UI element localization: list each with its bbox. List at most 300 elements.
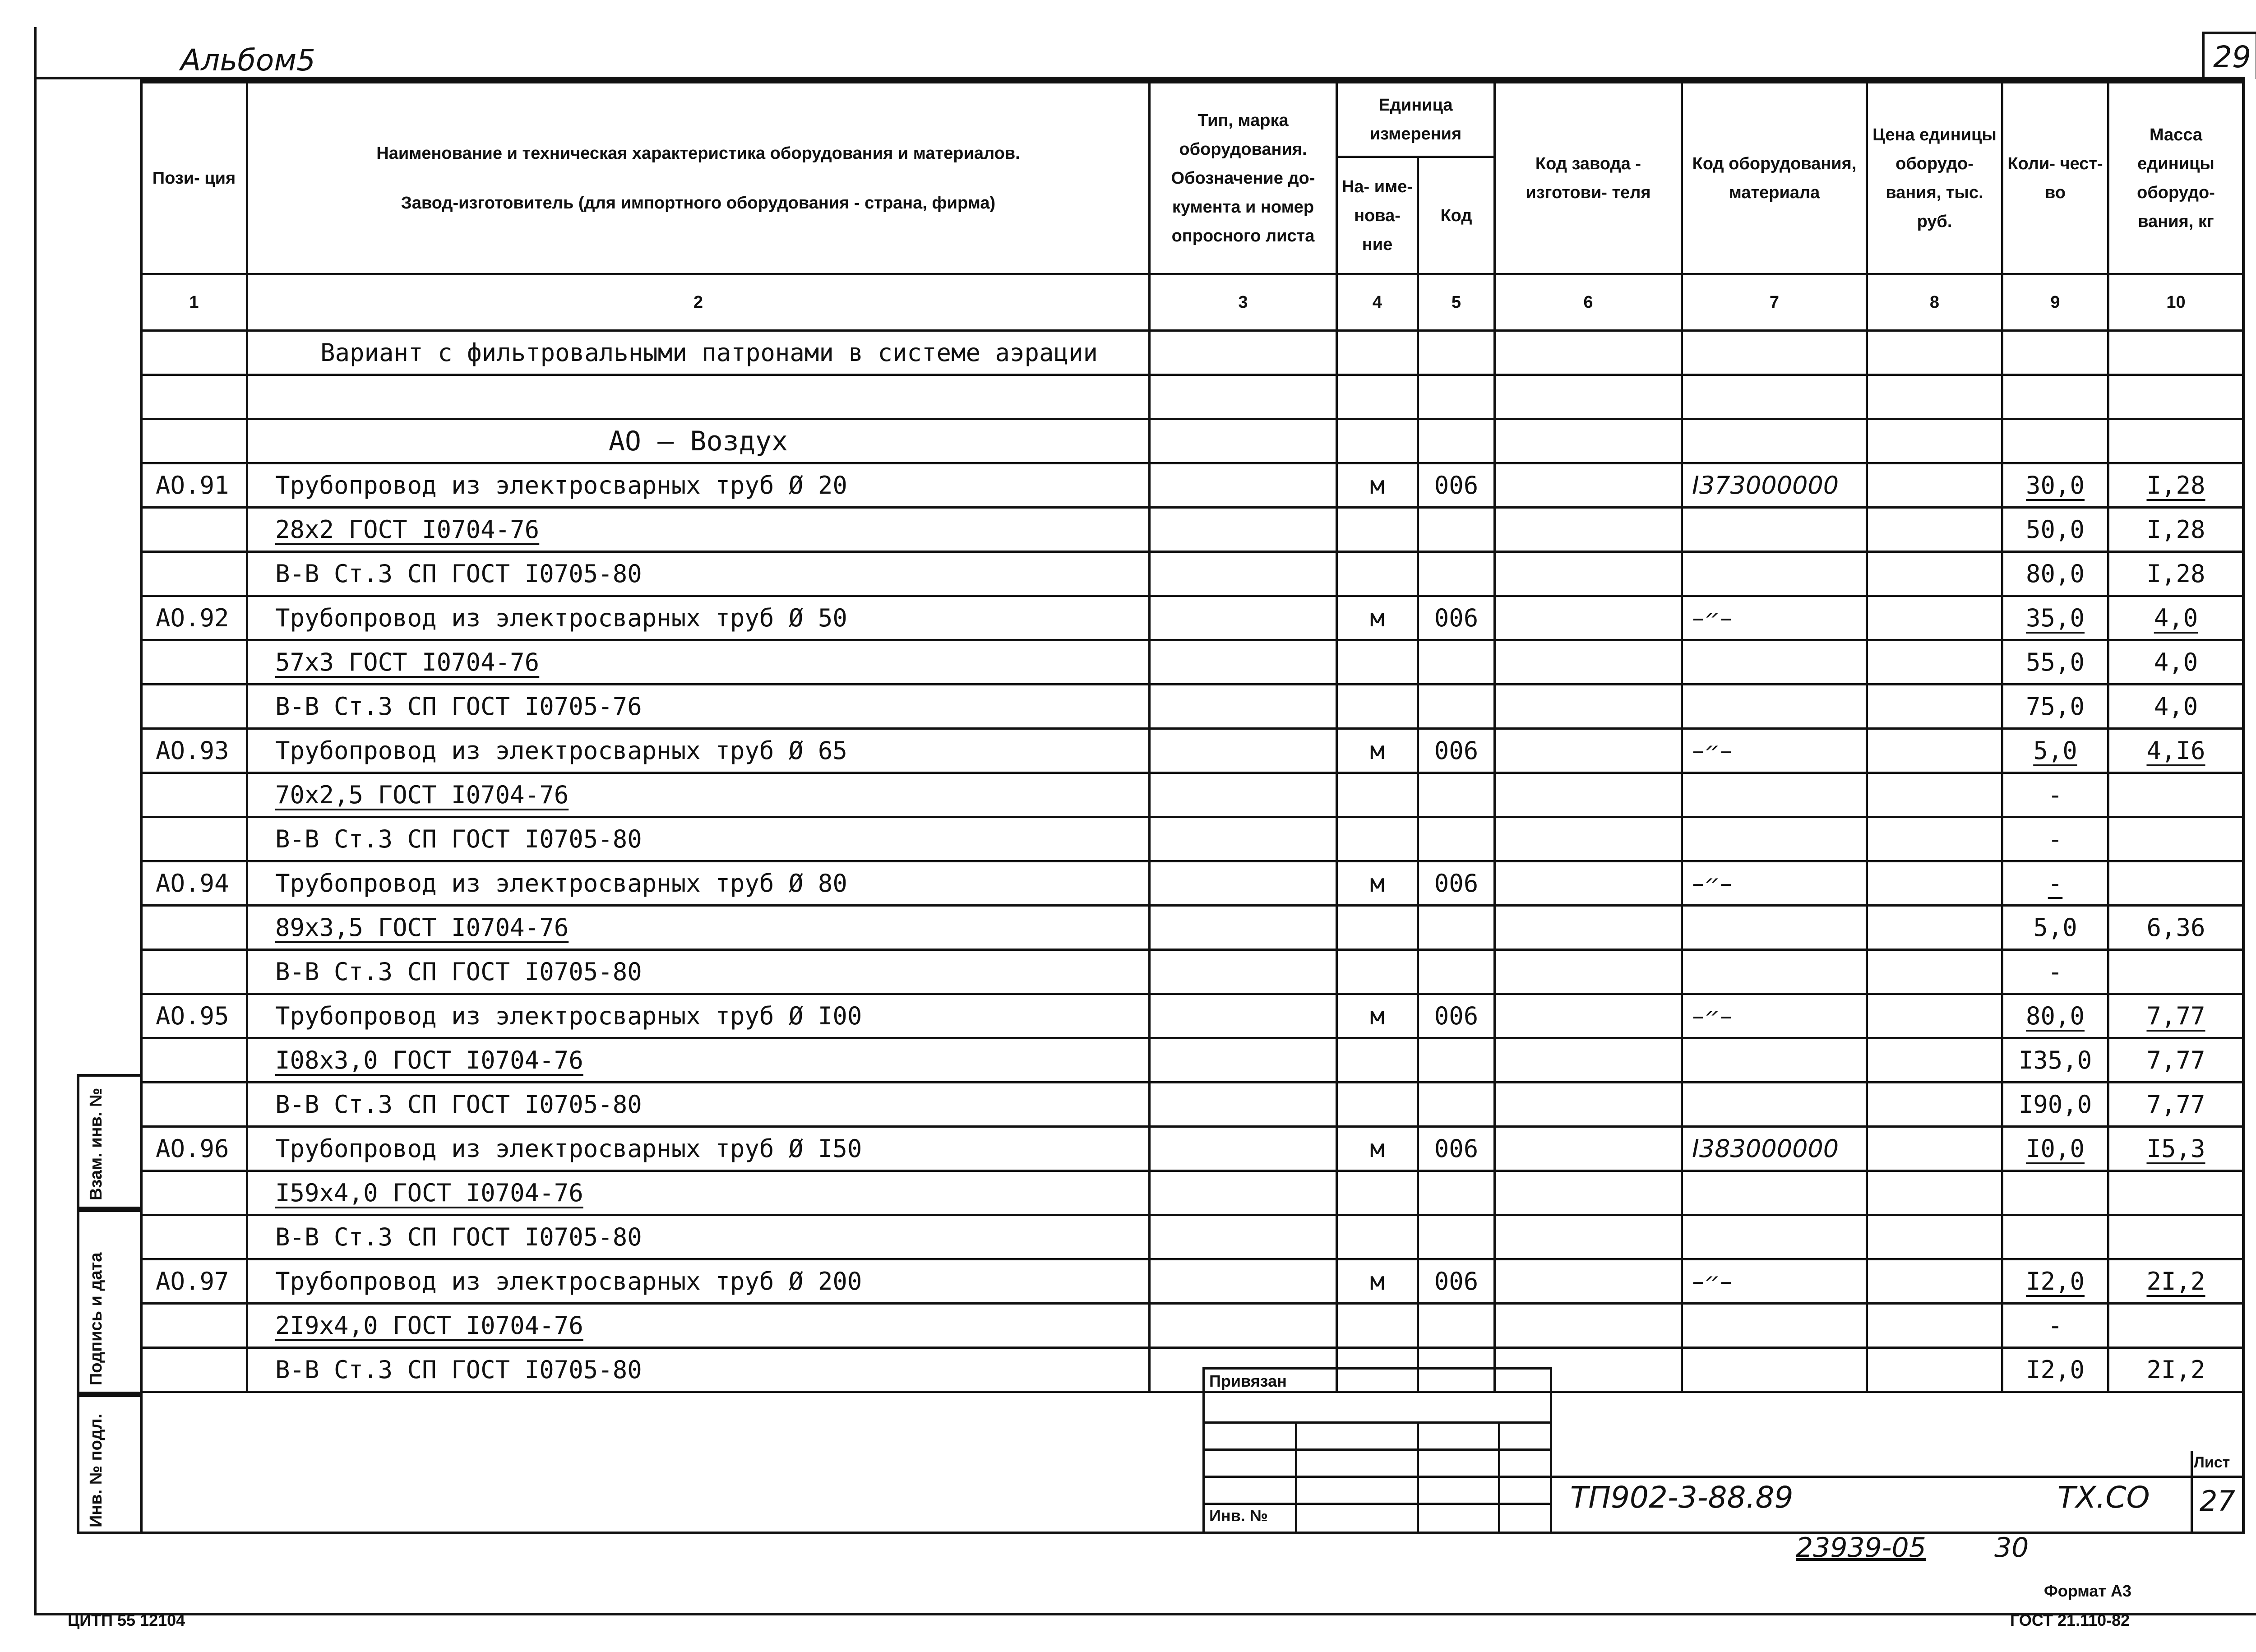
cell-col-10	[2108, 817, 2244, 861]
cell-col-9: I90,0	[2002, 1083, 2108, 1127]
cell-col-9	[2002, 375, 2108, 419]
cell-col-10: 2I,2	[2108, 1259, 2244, 1304]
cell-col-1	[141, 508, 247, 552]
cell-col-9: 5,0	[2002, 729, 2108, 773]
cell-col-2: В-В Ст.3 СП ГОСТ I0705-80	[247, 817, 1150, 861]
cell-col-10	[2108, 950, 2244, 994]
cell-col-7: I373000000	[1682, 463, 1867, 508]
cell-col-4: м	[1337, 596, 1418, 640]
cell-col-3	[1150, 1171, 1337, 1215]
stamp-list-no: 27	[2200, 1485, 2235, 1518]
cell-col-4: м	[1337, 463, 1418, 508]
cell-col-3	[1150, 331, 1337, 375]
cell-col-6	[1495, 729, 1682, 773]
table-row	[141, 640, 2244, 685]
cell-col-9: 30,0	[2002, 463, 2108, 508]
table-row	[141, 1038, 2244, 1083]
cell-col-10	[2108, 1304, 2244, 1348]
header-quantity: Коли- чест- во	[2002, 83, 2108, 274]
top-rule	[34, 77, 2245, 79]
table-row	[141, 861, 2244, 906]
cell-col-9	[2002, 331, 2108, 375]
cell-col-3	[1150, 419, 1337, 463]
cell-col-3	[1150, 552, 1337, 596]
cell-col-10	[2108, 375, 2244, 419]
subsection-row	[141, 419, 2244, 463]
cell-col-9: 50,0	[2002, 508, 2108, 552]
cell-col-4	[1337, 1171, 1418, 1215]
cell-col-10: 7,77	[2108, 1038, 2244, 1083]
cell-col-2: 28х2 ГОСТ I0704-76	[247, 508, 1150, 552]
table-row	[141, 508, 2244, 552]
cell-col-10	[2108, 419, 2244, 463]
cell-col-6	[1495, 1083, 1682, 1127]
cell-col-7: –״–	[1682, 994, 1867, 1038]
cell-col-3	[1150, 1127, 1337, 1171]
stamp-inv-no: Инв. №	[1209, 1506, 1268, 1525]
cell-col-9: I35,0	[2002, 1038, 2108, 1083]
side-vzam: Взам. инв. №	[87, 1087, 106, 1200]
cell-col-7	[1682, 1083, 1867, 1127]
header-equipment-code: Код оборудования, материала	[1682, 83, 1867, 274]
cell-col-9: 75,0	[2002, 685, 2108, 729]
cell-col-5	[1418, 1171, 1495, 1215]
cell-col-3	[1150, 1215, 1337, 1259]
cell-col-5	[1418, 331, 1495, 375]
cell-col-6	[1495, 1304, 1682, 1348]
cell-col-4	[1337, 508, 1418, 552]
cell-col-5	[1418, 1038, 1495, 1083]
cell-col-1	[141, 685, 247, 729]
cell-col-10: 4,0	[2108, 685, 2244, 729]
cell-col-1: АО.93	[141, 729, 247, 773]
cell-col-2: I08х3,0 ГОСТ I0704-76	[247, 1038, 1150, 1083]
column-number: 3	[1150, 274, 1337, 331]
cell-col-7: I383000000	[1682, 1127, 1867, 1171]
cell-col-5	[1418, 508, 1495, 552]
cell-col-2: Трубопровод из электросварных труб Ø I50	[247, 1127, 1150, 1171]
cell-col-10: I,28	[2108, 463, 2244, 508]
cell-col-7: –״–	[1682, 1259, 1867, 1304]
cell-col-8	[1867, 1127, 2002, 1171]
cell-col-7	[1682, 773, 1867, 817]
column-number: 10	[2108, 274, 2244, 331]
cell-col-1	[141, 906, 247, 950]
cell-col-3	[1150, 685, 1337, 729]
cell-col-8	[1867, 994, 2002, 1038]
bottom-gost: ГОСТ 21.110-82	[2010, 1611, 2130, 1629]
stamp-mark: ТХ.СО	[2057, 1480, 2150, 1515]
cell-col-2: АО – Воздух	[247, 419, 1150, 463]
cell-col-5	[1418, 1215, 1495, 1259]
cell-col-7	[1682, 817, 1867, 861]
cell-col-7: –״–	[1682, 596, 1867, 640]
album-label: Альбом5	[180, 43, 316, 78]
cell-col-5: 006	[1418, 994, 1495, 1038]
table-row	[141, 685, 2244, 729]
cell-col-10: 6,36	[2108, 906, 2244, 950]
cell-col-8	[1867, 950, 2002, 994]
cell-col-6	[1495, 552, 1682, 596]
cell-col-9: 5,0	[2002, 906, 2108, 950]
cell-col-1	[141, 1215, 247, 1259]
cell-col-7	[1682, 685, 1867, 729]
table-row	[141, 463, 2244, 508]
cell-col-2: В-В Ст.3 СП ГОСТ I0705-76	[247, 685, 1150, 729]
cell-col-3	[1150, 1038, 1337, 1083]
cell-col-8	[1867, 817, 2002, 861]
cell-col-5	[1418, 552, 1495, 596]
cell-col-3	[1150, 375, 1337, 419]
cell-col-9: 80,0	[2002, 552, 2108, 596]
cell-col-2: В-В Ст.3 СП ГОСТ I0705-80	[247, 552, 1150, 596]
cell-col-1	[141, 375, 247, 419]
cell-col-5	[1418, 773, 1495, 817]
cell-col-1	[141, 1171, 247, 1215]
cell-col-8	[1867, 596, 2002, 640]
table-row	[141, 729, 2244, 773]
cell-col-4	[1337, 906, 1418, 950]
cell-col-10: 4,I6	[2108, 729, 2244, 773]
table-row	[141, 1304, 2244, 1348]
cell-col-5	[1418, 906, 1495, 950]
cell-col-7	[1682, 1215, 1867, 1259]
cell-col-8	[1867, 508, 2002, 552]
cell-col-4: м	[1337, 861, 1418, 906]
cell-col-1: АО.97	[141, 1259, 247, 1304]
cell-col-9: I2,0	[2002, 1259, 2108, 1304]
cell-col-8	[1867, 640, 2002, 685]
cell-col-5: 006	[1418, 729, 1495, 773]
cell-col-7	[1682, 508, 1867, 552]
cell-col-6	[1495, 1127, 1682, 1171]
cell-col-10	[2108, 1215, 2244, 1259]
cell-col-6	[1495, 640, 1682, 685]
cell-col-1	[141, 640, 247, 685]
cell-col-6	[1495, 463, 1682, 508]
cell-col-4	[1337, 552, 1418, 596]
cell-col-9: -	[2002, 817, 2108, 861]
cell-col-8	[1867, 1215, 2002, 1259]
cell-col-1: АО.91	[141, 463, 247, 508]
cell-col-3	[1150, 729, 1337, 773]
stamp-vline-1	[1295, 1421, 1297, 1534]
cell-col-10	[2108, 773, 2244, 817]
cell-col-2: Трубопровод из электросварных труб Ø 65	[247, 729, 1150, 773]
cell-col-7: –״–	[1682, 861, 1867, 906]
cell-col-8	[1867, 419, 2002, 463]
cell-col-9: 55,0	[2002, 640, 2108, 685]
cell-col-1	[141, 773, 247, 817]
cell-col-8	[1867, 729, 2002, 773]
cell-col-2	[247, 375, 1150, 419]
cell-col-1	[141, 950, 247, 994]
cell-col-4	[1337, 1038, 1418, 1083]
cell-col-2: Трубопровод из электросварных труб Ø 50	[247, 596, 1150, 640]
cell-col-6	[1495, 331, 1682, 375]
cell-col-2: Трубопровод из электросварных труб Ø I00	[247, 994, 1150, 1038]
cell-col-2: 57х3 ГОСТ I0704-76	[247, 640, 1150, 685]
cell-col-8	[1867, 1171, 2002, 1215]
cell-col-4	[1337, 375, 1418, 419]
cell-col-2: В-В Ст.3 СП ГОСТ I0705-80	[247, 1083, 1150, 1127]
cell-col-4: м	[1337, 1127, 1418, 1171]
table-row	[141, 1127, 2244, 1171]
cell-col-7	[1682, 331, 1867, 375]
cell-col-5: 006	[1418, 1127, 1495, 1171]
cell-col-7	[1682, 552, 1867, 596]
cell-col-3	[1150, 1083, 1337, 1127]
cell-col-2: 89х3,5 ГОСТ I0704-76	[247, 906, 1150, 950]
cell-col-8	[1867, 861, 2002, 906]
empty-row	[141, 375, 2244, 419]
cell-col-4: м	[1337, 729, 1418, 773]
cell-col-9: 80,0	[2002, 994, 2108, 1038]
cell-col-3	[1150, 1259, 1337, 1304]
cell-col-9	[2002, 1215, 2108, 1259]
cell-col-2: В-В Ст.3 СП ГОСТ I0705-80	[247, 1348, 1150, 1392]
cell-col-5	[1418, 685, 1495, 729]
cell-col-10: I5,3	[2108, 1127, 2244, 1171]
cell-col-10: 7,77	[2108, 994, 2244, 1038]
cell-col-4	[1337, 817, 1418, 861]
cell-col-5	[1418, 817, 1495, 861]
bottom-format: Формат А3	[2044, 1582, 2132, 1600]
cell-col-7	[1682, 1171, 1867, 1215]
cell-col-8	[1867, 1348, 2002, 1392]
cell-col-3	[1150, 861, 1337, 906]
cell-col-6	[1495, 1171, 1682, 1215]
bottom-number: 23939-05	[1796, 1532, 1926, 1564]
cell-col-9: 35,0	[2002, 596, 2108, 640]
table-row	[141, 817, 2244, 861]
cell-col-6	[1495, 596, 1682, 640]
cell-col-4	[1337, 1215, 1418, 1259]
cell-col-7	[1682, 1304, 1867, 1348]
cell-col-8	[1867, 1259, 2002, 1304]
stamp-privyazan: Привязан	[1209, 1372, 1287, 1390]
cell-col-7: –״–	[1682, 729, 1867, 773]
cell-col-4: м	[1337, 994, 1418, 1038]
cell-col-6	[1495, 1038, 1682, 1083]
bottom-page: 30	[1994, 1532, 2029, 1564]
cell-col-6	[1495, 817, 1682, 861]
cell-col-6	[1495, 1215, 1682, 1259]
cell-col-4	[1337, 640, 1418, 685]
cell-col-3	[1150, 773, 1337, 817]
cell-col-3	[1150, 994, 1337, 1038]
cell-col-3	[1150, 950, 1337, 994]
cell-col-10: 4,0	[2108, 640, 2244, 685]
stamp-vline-3	[1498, 1421, 1500, 1534]
cell-col-4	[1337, 685, 1418, 729]
table-row	[141, 552, 2244, 596]
cell-col-3	[1150, 463, 1337, 508]
table-row	[141, 1083, 2244, 1127]
cell-col-8	[1867, 1038, 2002, 1083]
column-number: 8	[1867, 274, 2002, 331]
cell-col-1	[141, 1038, 247, 1083]
cell-col-10: 4,0	[2108, 596, 2244, 640]
cell-col-8	[1867, 375, 2002, 419]
cell-col-5	[1418, 419, 1495, 463]
bottom-citp: ЦИТП 55 12104	[68, 1611, 185, 1629]
cell-col-8	[1867, 1304, 2002, 1348]
cell-col-1: АО.92	[141, 596, 247, 640]
cell-col-2: В-В Ст.3 СП ГОСТ I0705-80	[247, 1215, 1150, 1259]
cell-col-1	[141, 419, 247, 463]
cell-col-9: I2,0	[2002, 1348, 2108, 1392]
cell-col-6	[1495, 685, 1682, 729]
cell-col-4	[1337, 773, 1418, 817]
specification-table	[140, 81, 2245, 1393]
sheet-number-top: 29	[2213, 40, 2251, 74]
column-number: 5	[1418, 274, 1495, 331]
cell-col-8	[1867, 552, 2002, 596]
cell-col-9: I0,0	[2002, 1127, 2108, 1171]
cell-col-1	[141, 1083, 247, 1127]
cell-col-3	[1150, 508, 1337, 552]
stamp-project: ТП902-3-88.89	[1570, 1480, 1794, 1515]
header-unit-code: Код	[1418, 157, 1495, 274]
cell-col-5	[1418, 640, 1495, 685]
cell-col-1: АО.95	[141, 994, 247, 1038]
cell-col-1: АО.96	[141, 1127, 247, 1171]
cell-col-1	[141, 1304, 247, 1348]
header-name: Наименование и техническая характеристика оборудования и материалов. Завод-изготовитель (для импортного оборудования - страна, фирма)	[247, 83, 1150, 274]
header-mass: Масса единицы оборудо- вания, кг	[2108, 83, 2244, 274]
cell-col-10: 2I,2	[2108, 1348, 2244, 1392]
table-row	[141, 773, 2244, 817]
cell-col-6	[1495, 861, 1682, 906]
table-row	[141, 906, 2244, 950]
cell-col-8	[1867, 906, 2002, 950]
cell-col-3	[1150, 596, 1337, 640]
cell-col-7	[1682, 640, 1867, 685]
cell-col-10: I,28	[2108, 552, 2244, 596]
cell-col-7	[1682, 906, 1867, 950]
stamp-title-line	[1552, 1476, 2245, 1478]
cell-col-9	[2002, 1171, 2108, 1215]
cell-col-5: 006	[1418, 596, 1495, 640]
cell-col-5: 006	[1418, 463, 1495, 508]
cell-col-5	[1418, 1304, 1495, 1348]
column-number: 9	[2002, 274, 2108, 331]
section-title-row	[141, 331, 2244, 375]
cell-col-9	[2002, 419, 2108, 463]
table-row	[141, 1215, 2244, 1259]
cell-col-7	[1682, 1038, 1867, 1083]
cell-col-7	[1682, 950, 1867, 994]
header-type: Тип, марка оборудования. Обозначение до- кумента и номер опросного листа	[1150, 83, 1337, 274]
cell-col-8	[1867, 685, 2002, 729]
cell-col-5	[1418, 1083, 1495, 1127]
cell-col-10	[2108, 331, 2244, 375]
table-row	[141, 994, 2244, 1038]
cell-col-1	[141, 552, 247, 596]
cell-col-10	[2108, 861, 2244, 906]
cell-col-2: Трубопровод из электросварных труб Ø 200	[247, 1259, 1150, 1304]
column-number: 7	[1682, 274, 1867, 331]
cell-col-9: -	[2002, 773, 2108, 817]
header-price: Цена единицы оборудо- вания, тыс. руб.	[1867, 83, 2002, 274]
cell-col-2: I59х4,0 ГОСТ I0704-76	[247, 1171, 1150, 1215]
cell-col-3	[1150, 906, 1337, 950]
header-plant-code: Код завода - изготови- теля	[1495, 83, 1682, 274]
column-number: 4	[1337, 274, 1418, 331]
header-unit: Единица измерения	[1337, 83, 1495, 157]
table-row	[141, 1348, 2244, 1392]
cell-col-10	[2108, 1171, 2244, 1215]
cell-col-3	[1150, 817, 1337, 861]
cell-col-1	[141, 1348, 247, 1392]
table-row	[141, 1171, 2244, 1215]
cell-col-2: В-В Ст.3 СП ГОСТ I0705-80	[247, 950, 1150, 994]
table-row	[141, 596, 2244, 640]
cell-col-4	[1337, 1304, 1418, 1348]
cell-col-2: 2I9х4,0 ГОСТ I0704-76	[247, 1304, 1150, 1348]
cell-col-2: Вариант с фильтровальными патронами в системе аэрации	[247, 331, 1150, 375]
cell-col-8	[1867, 1083, 2002, 1127]
stamp-list-label: Лист	[2194, 1454, 2230, 1471]
cell-col-4	[1337, 950, 1418, 994]
cell-col-8	[1867, 463, 2002, 508]
cell-col-4	[1337, 1083, 1418, 1127]
column-number: 2	[247, 274, 1150, 331]
cell-col-10: 7,77	[2108, 1083, 2244, 1127]
table-row	[141, 1259, 2244, 1304]
cell-col-6	[1495, 994, 1682, 1038]
cell-col-5: 006	[1418, 1259, 1495, 1304]
column-number: 1	[141, 274, 247, 331]
cell-col-10: I,28	[2108, 508, 2244, 552]
cell-col-6	[1495, 773, 1682, 817]
stamp-vline-2	[1417, 1421, 1419, 1534]
column-number: 6	[1495, 274, 1682, 331]
cell-col-4	[1337, 331, 1418, 375]
stamp-list-line	[2191, 1476, 2245, 1478]
cell-col-5: 006	[1418, 861, 1495, 906]
side-podpis: Подпись и дата	[87, 1252, 106, 1385]
cell-col-4: м	[1337, 1259, 1418, 1304]
header-position: Пози- ция	[141, 83, 247, 274]
cell-col-7	[1682, 1348, 1867, 1392]
cell-col-8	[1867, 331, 2002, 375]
cell-col-5	[1418, 375, 1495, 419]
cell-col-7	[1682, 419, 1867, 463]
cell-col-6	[1495, 375, 1682, 419]
cell-col-7	[1682, 375, 1867, 419]
cell-col-3	[1150, 1304, 1337, 1348]
cell-col-4	[1337, 419, 1418, 463]
cell-col-1: АО.94	[141, 861, 247, 906]
side-inv: Инв. № подл.	[87, 1413, 106, 1527]
cell-col-3	[1150, 640, 1337, 685]
cell-col-8	[1867, 773, 2002, 817]
header-unit-name: На- име- нова- ние	[1337, 157, 1418, 274]
cell-col-1	[141, 817, 247, 861]
cell-col-6	[1495, 950, 1682, 994]
cell-col-9: -	[2002, 861, 2108, 906]
cell-col-6	[1495, 906, 1682, 950]
cell-col-6	[1495, 508, 1682, 552]
cell-col-9: -	[2002, 1304, 2108, 1348]
table-row	[141, 950, 2244, 994]
cell-col-5	[1418, 950, 1495, 994]
left-rule	[34, 27, 37, 1615]
cell-col-6	[1495, 419, 1682, 463]
cell-col-9: -	[2002, 950, 2108, 994]
